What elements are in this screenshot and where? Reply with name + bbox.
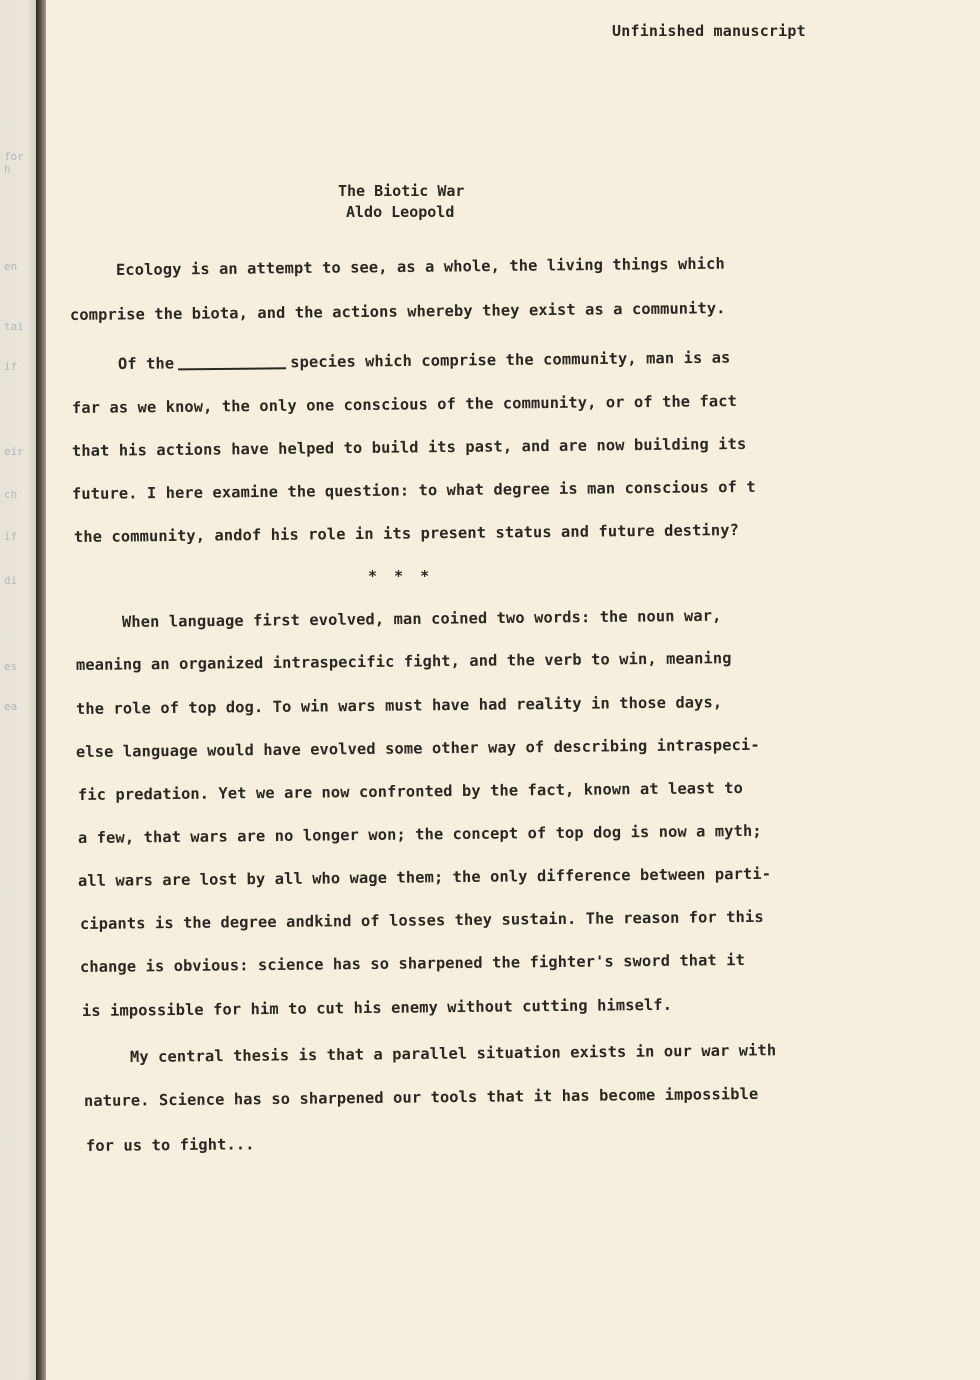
text-line: nature. Science has so sharpened our tools that it has become impossible xyxy=(83,1084,759,1110)
margin-fragment: if xyxy=(4,530,18,543)
blank-space-line xyxy=(178,367,286,370)
margin-fragment: eir xyxy=(4,445,24,458)
text-line: for us to fight... xyxy=(85,1135,255,1155)
text-line: cipants is the degree andkind of losses they sustain. The reason for this xyxy=(79,907,764,933)
text-line: My central thesis is that a parallel situation exists in our war with xyxy=(129,1041,777,1066)
binding-shadow xyxy=(36,0,46,1380)
margin-fragment: di xyxy=(4,574,18,587)
text-line: that his actions have helped to build its past, and are now building its xyxy=(71,434,747,460)
text-line: meaning an organized intraspecific fight, and the verb to win, meaning xyxy=(75,649,732,674)
section-separator: * * * xyxy=(368,567,434,585)
text-line: is impossible for him to cut his enemy without cutting himself. xyxy=(81,995,673,1020)
document-title: The Biotic War xyxy=(338,182,465,200)
margin-fragment: en xyxy=(4,260,18,273)
text-line: When language first evolved, man coined two words: the noun war, xyxy=(121,606,722,631)
text-line: the community, andof his role in its present status and future destiny? xyxy=(73,521,740,546)
text-fragment: Of the xyxy=(117,354,175,373)
text-line: the role of top dog. To win wars must have had reality in those days, xyxy=(75,693,723,718)
text-line: future. I here examine the question: to what degree is man conscious of t xyxy=(71,477,756,503)
text-line: change is obvious: science has so sharpened the fighter's sword that it xyxy=(79,951,746,976)
text-line: comprise the biota, and the actions whereby they exist as a community. xyxy=(69,299,726,324)
margin-fragment: tai xyxy=(4,320,24,333)
text-line: far as we know, the only one conscious of the community, or of the fact xyxy=(71,392,738,417)
margin-fragment: if xyxy=(4,360,18,373)
margin-fragment: es xyxy=(4,660,18,673)
margin-fragment: ea xyxy=(4,700,18,713)
show-through-text xyxy=(0,0,36,1380)
margin-fragment: ch xyxy=(4,488,18,501)
text-line: fic predation. Yet we are now confronted by the fact, known at least to xyxy=(77,779,744,804)
text-line xyxy=(118,349,731,373)
document-author: Aldo Leopold xyxy=(346,203,455,221)
margin-fragment: for h xyxy=(4,150,24,176)
manuscript-label: Unfinished manuscript xyxy=(612,22,806,40)
text-fragment: species which comprise the community, man is as xyxy=(290,348,731,372)
text-line: all wars are lost by all who wage them; the only difference between parti- xyxy=(77,864,772,890)
text-line: a few, that wars are no longer won; the concept of top dog is now a myth; xyxy=(77,821,762,847)
text-line: Ecology is an attempt to see, as a whole, the living things which xyxy=(115,254,725,279)
text-line: else language would have evolved some other way of describing intraspeci- xyxy=(75,735,760,761)
manuscript-page xyxy=(46,0,980,1380)
